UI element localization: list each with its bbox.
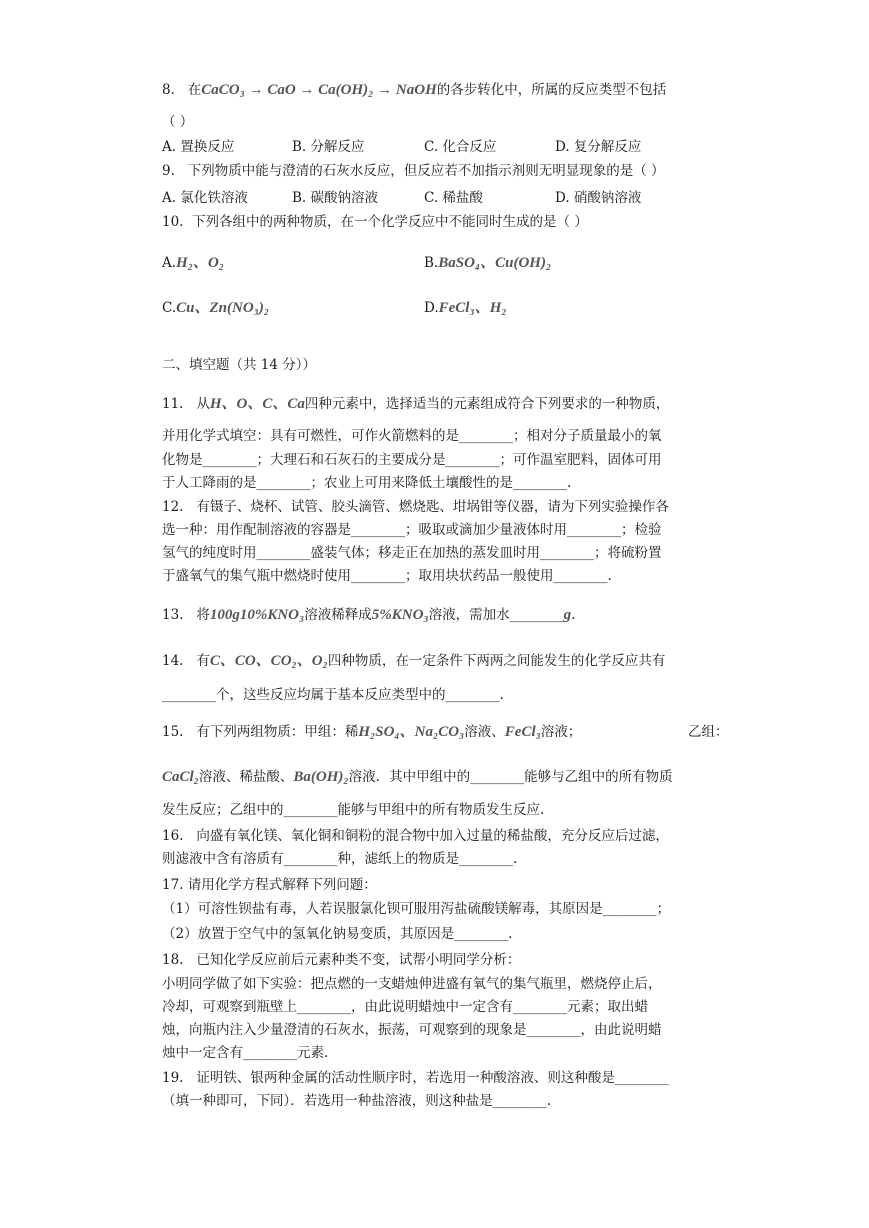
question-16: 16. 向盛有氧化镁、氧化铜和铜粉的混合物中加入过量的稀盐酸，充分反应后过滤，: [162, 828, 669, 844]
q15-lead: 15. 有下列两组物质：甲组：稀: [162, 724, 359, 740]
q10-a-formula: H₂、O₂: [176, 255, 225, 271]
q13-formula-2: KNO₃: [391, 607, 429, 623]
q13-mid2: 溶液，需加水________: [428, 607, 564, 623]
q15-mid1: 溶液、: [464, 724, 505, 740]
q12-line3: 氢气的纯度时用________盛装气体；移走正在加热的蒸发皿时用________；将硫粉置: [162, 545, 662, 561]
q12-line4: 于盛氧气的集气瓶中燃烧时使用________；取用块状药品一般使用________.: [162, 568, 612, 584]
q16-line2: 则滤液中含有溶质有________种，滤纸上的物质是________.: [162, 851, 518, 867]
q10-c-label: C.: [162, 300, 177, 316]
q10-b-label: B.: [424, 255, 439, 271]
q15-group2-label: 乙组：: [688, 724, 729, 740]
q15-formula-3: CaCl₂: [162, 769, 199, 785]
section-title: 二、填空题（共 14 分））: [162, 357, 317, 373]
q15-mid4: 溶液．其中甲组中的________能够与乙组中的所有物质: [348, 769, 673, 785]
q13-percent: 5%: [371, 607, 392, 623]
q11-elements: H、O、C、Ca: [209, 396, 305, 412]
q17-line3: （2）放置于空气中的氢氧化钠易变质，其原因是________.: [162, 926, 513, 942]
q15-formula-1: H₂SO₄、Na₂CO₃: [358, 724, 465, 740]
q8-tail: 的各步转化中，所属的反应类型不包括: [436, 82, 667, 98]
q14-formulas: C、CO、CO₂、O₂: [209, 653, 328, 669]
q8-paren: （ ）: [162, 114, 194, 130]
q10-d-formula: FeCl₃、H₂: [438, 300, 507, 316]
q15-mid2: 溶液；: [540, 724, 582, 740]
question-17: 17. 请用化学方程式解释下列问题：: [162, 877, 377, 893]
q10-option-a: [162, 253, 224, 273]
question-19: 19. 证明铁、银两种金属的活动性顺序时，若选用一种酸溶液、则这种酸是________: [162, 1070, 669, 1086]
q10-option-b: [424, 253, 551, 273]
question-15: [162, 722, 581, 742]
q15-formula-2: FeCl₃: [504, 724, 541, 740]
q8-option-b: B. 分解反应: [292, 139, 365, 155]
q10-option-c: [162, 298, 269, 318]
question-14: [162, 651, 665, 671]
question-13: [162, 605, 575, 625]
q15-line3: 发生反应；乙组中的________能够与甲组中的所有物质发生反应.: [162, 802, 545, 818]
q10-c-formula: Cu、Zn(NO₃)₂: [176, 300, 270, 316]
question-9: 9. 下列物质中能与澄清的石灰水反应，但反应若不加指示剂则无明显现象的是（ ）: [162, 163, 665, 179]
q11-lead: 11. 从: [162, 396, 210, 412]
q15-formula-4: Ba(OH)₂: [293, 769, 349, 785]
q19-line2: （填一种即可，下同）．若选用一种盐溶液，则这种盐是________.: [162, 1093, 552, 1109]
q11-line2: 并用化学式填空：具有可燃性，可作火箭燃料的是________；相对分子质量最小的氧: [162, 428, 662, 444]
q12-line2: 选一种：用作配制溶液的容器是________；吸取或滴加少量液体时用________；检验: [162, 522, 662, 538]
q8-formula: CaCO₃ → CaO → Ca(OH)₂ → NaOH: [201, 82, 437, 98]
question-18: 18. 已知化学反应前后元素种类不变，试帮小明同学分析：: [162, 952, 521, 968]
q8-option-d: D. 复分解反应: [555, 139, 642, 155]
question-8: [162, 80, 666, 100]
q13-mid1: 溶液稀释成: [304, 607, 372, 623]
q14-line2: ________个，这些反应均属于基本反应类型中的________.: [162, 687, 504, 703]
q8-option-c: C. 化合反应: [424, 139, 497, 155]
q17-line2: （1）可溶性钡盐有毒，人若误服氯化钡可服用泻盐硫酸镁解毒，其原因是________；: [162, 901, 671, 917]
question-10: 10. 下列各组中的两种物质，在一个化学反应中不能同时生成的是（ ）: [162, 214, 588, 230]
q8-lead: 8. 在: [162, 82, 202, 98]
q13-formula-1: KNO₃: [267, 607, 305, 623]
q9-option-c: C. 稀盐酸: [424, 190, 483, 206]
q10-b-formula: BaSO₄、Cu(OH)₂: [438, 255, 552, 271]
q18-line2: 小明同学做了如下实验：把点燃的一支蜡烛伸进盛有氧气的集气瓶里，燃烧停止后，: [162, 976, 662, 992]
q9-option-a: A. 氯化铁溶液: [162, 190, 248, 206]
q13-end: .: [571, 607, 576, 623]
q14-lead: 14. 有: [162, 653, 210, 669]
question-12: 12. 有镊子、烧杯、试管、胶头滴管、燃烧匙、坩埚钳等仪器，请为下列实验操作各: [162, 499, 669, 515]
q10-option-d: [424, 298, 507, 318]
q13-amount: 100g10%: [209, 607, 268, 623]
q18-line3: 冷却，可观察到瓶壁上________，由此说明蜡烛中一定含有________元素；取出蜡: [162, 999, 648, 1015]
question-11: [162, 394, 669, 414]
q9-option-d: D. 硝酸钠溶液: [555, 190, 642, 206]
q11-line4: 于人工降雨的是________；农业上可用来降低土壤酸性的是________.: [162, 475, 572, 491]
q8-option-a: A. 置换反应: [162, 139, 235, 155]
q11-tail: 四种元素中，选择适当的元素组成符合下列要求的一种物质，: [304, 396, 670, 412]
q14-tail: 四种物质，在一定条件下两两之间能发生的化学反应共有: [327, 653, 666, 669]
q18-line4: 烛，向瓶内注入少量澄清的石灰水，振荡，可观察到的现象是________，由此说明蜡: [162, 1022, 662, 1038]
q11-line3: 化物是________；大理石和石灰石的主要成分是________；可作温室肥料，固体可用: [162, 452, 662, 468]
q10-d-label: D.: [424, 300, 439, 316]
q10-a-label: A.: [162, 255, 177, 271]
q15-line2: [162, 767, 673, 787]
q13-unit: g: [563, 607, 572, 623]
q9-option-b: B. 碳酸钠溶液: [292, 190, 379, 206]
q15-mid3: 溶液、稀盐酸、: [198, 769, 294, 785]
q18-line5: 烛中一定含有________元素.: [162, 1045, 329, 1061]
q13-lead: 13. 将: [162, 607, 210, 623]
